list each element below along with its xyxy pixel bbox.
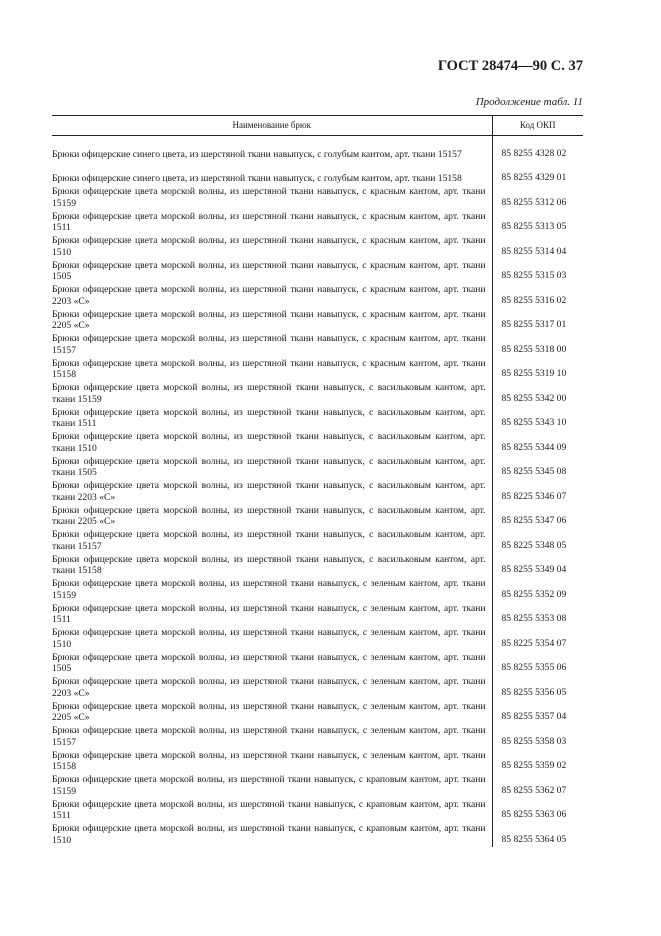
table-row [52, 430, 583, 455]
trousers-name-cell: Брюки офицерские цвета морской волны, из шерстяной ткани навыпуск, с зеленым кантом, арт. ткани 1511 [52, 602, 492, 627]
table-row [52, 308, 583, 333]
okp-code-cell: 85 8255 5358 03 [501, 735, 567, 747]
table-row [52, 234, 583, 259]
okp-code-cell: 85 8255 5319 10 [501, 368, 567, 380]
table-row [52, 822, 583, 847]
trousers-name-cell: Брюки офицерские цвета морской волны, из шерстяной ткани навыпуск, с васильковым кантом, арт. ткани 15159 [52, 381, 492, 406]
okp-code-cell: 85 8255 5317 01 [501, 319, 567, 331]
table-row [52, 357, 583, 382]
trousers-name-cell: Брюки офицерские цвета морской волны, из шерстяной ткани навыпуск, с красным кантом, арт. ткани 15159 [52, 185, 492, 210]
trousers-name-cell: Брюки офицерские цвета морской волны, из шерстяной ткани навыпуск, с зеленым кантом, арт. ткани 15158 [52, 749, 492, 774]
table-row [52, 626, 583, 651]
table-row [52, 577, 583, 602]
table-row [52, 724, 583, 749]
table-row [52, 283, 583, 308]
table-row [52, 161, 583, 186]
trousers-name-cell: Брюки офицерские цвета морской волны, из шерстяной ткани навыпуск, с васильковым кантом, арт. ткани 1510 [52, 430, 492, 455]
okp-code-cell: 85 8255 5353 08 [501, 613, 567, 625]
okp-code-cell: 85 8255 5343 10 [501, 417, 567, 429]
table-row [52, 185, 583, 210]
column-header-code: Код ОКП [492, 116, 583, 136]
trousers-name-cell: Брюки офицерские цвета морской волны, из шерстяной ткани навыпуск, с красным кантом, арт. ткани 2205 «С» [52, 308, 492, 333]
trousers-name-cell: Брюки офицерские синего цвета, из шерстяной ткани навыпуск, с голубым кантом, арт. ткани 15158 [52, 161, 492, 186]
trousers-name-cell: Брюки офицерские цвета морской волны, из шерстяной ткани навыпуск, с зеленым кантом, арт. ткани 15159 [52, 577, 492, 602]
trousers-name-cell: Брюки офицерские цвета морской волны, из шерстяной ткани навыпуск, с зеленым кантом, арт. ткани 15157 [52, 724, 492, 749]
okp-code-cell: 85 8255 5349 04 [501, 564, 567, 576]
trousers-name-cell: Брюки офицерские цвета морской волны, из шерстяной ткани навыпуск, с красным кантом, арт. ткани 1511 [52, 210, 492, 235]
trousers-name-cell: Брюки офицерские цвета морской волны, из шерстяной ткани навыпуск, с краповым кантом, арт. ткани 15159 [52, 773, 492, 798]
okp-code-cell: 85 8255 5315 03 [501, 270, 567, 282]
table-header-row [52, 116, 583, 136]
okp-code-cell: 85 8255 5352 09 [501, 588, 567, 600]
okp-code-cell: 85 8255 5355 06 [501, 662, 567, 674]
table-row [52, 479, 583, 504]
trousers-name-cell: Брюки офицерские цвета морской волны, из шерстяной ткани навыпуск, с васильковым кантом, арт. ткани 1505 [52, 455, 492, 480]
table-row [52, 553, 583, 578]
table-row [52, 798, 583, 823]
table-row [52, 455, 583, 480]
table-row [52, 651, 583, 676]
okp-code-cell: 85 8225 5354 07 [501, 637, 567, 649]
table-row [52, 773, 583, 798]
trousers-name-cell: Брюки офицерские цвета морской волны, из шерстяной ткани навыпуск, с зеленым кантом, арт. ткани 1510 [52, 626, 492, 651]
okp-code-cell: 85 8255 5345 08 [501, 466, 567, 478]
trousers-name-cell: Брюки офицерские цвета морской волны, из шерстяной ткани навыпуск, с зеленым кантом, арт. ткани 2205 «С» [52, 700, 492, 725]
table-caption: Продолжение табл. 11 [475, 96, 583, 108]
table-row [52, 210, 583, 235]
table-body [52, 136, 583, 847]
trousers-name-cell: Брюки офицерские синего цвета, из шерстяной ткани навыпуск, с голубым кантом, арт. ткани 15157 [52, 136, 492, 161]
okp-code-cell: 85 8255 5357 04 [501, 711, 567, 723]
trousers-name-cell: Брюки офицерские цвета морской волны, из шерстяной ткани навыпуск, с красным кантом, арт. ткани 15158 [52, 357, 492, 382]
trousers-name-cell: Брюки офицерские цвета морской волны, из шерстяной ткани навыпуск, с красным кантом, арт. ткани 1510 [52, 234, 492, 259]
table-row [52, 700, 583, 725]
okp-code-cell: 85 8255 5359 02 [501, 760, 567, 772]
okp-code-cell: 85 8255 4328 02 [501, 147, 567, 159]
trousers-name-cell: Брюки офицерские цвета морской волны, из шерстяной ткани навыпуск, с васильковым кантом, арт. ткани 2205 «С» [52, 504, 492, 529]
table-row [52, 602, 583, 627]
okp-code-cell: 85 8255 5342 00 [501, 392, 567, 404]
table-row [52, 406, 583, 431]
trousers-name-cell: Брюки офицерские цвета морской волны, из шерстяной ткани навыпуск, с васильковым кантом, арт. ткани 2203 «С» [52, 479, 492, 504]
okp-code-cell: 85 8255 5316 02 [501, 294, 567, 306]
trousers-name-cell: Брюки офицерские цвета морской волны, из шерстяной ткани навыпуск, с красным кантом, арт. ткани 2203 «С» [52, 283, 492, 308]
table-row [52, 749, 583, 774]
trousers-code-table [52, 115, 583, 847]
okp-code-cell: 85 8255 5356 05 [501, 686, 567, 698]
okp-code-cell: 85 8255 5363 06 [501, 809, 567, 821]
table-row [52, 675, 583, 700]
table-row [52, 504, 583, 529]
okp-code-cell: 85 8255 5364 05 [501, 833, 567, 845]
trousers-name-cell: Брюки офицерские цвета морской волны, из шерстяной ткани навыпуск, с зеленым кантом, арт. ткани 1505 [52, 651, 492, 676]
okp-code-cell: 85 8255 5347 06 [501, 515, 567, 527]
okp-code-cell: 85 8255 5362 07 [501, 784, 567, 796]
trousers-name-cell: Брюки офицерские цвета морской волны, из шерстяной ткани навыпуск, с зеленым кантом, арт. ткани 2203 «С» [52, 675, 492, 700]
trousers-name-cell: Брюки офицерские цвета морской волны, из шерстяной ткани навыпуск, с васильковым кантом, арт. ткани 15158 [52, 553, 492, 578]
table-row [52, 136, 583, 161]
trousers-name-cell: Брюки офицерские цвета морской волны, из шерстяной ткани навыпуск, с красным кантом, арт. ткани 1505 [52, 259, 492, 284]
trousers-name-cell: Брюки офицерские цвета морской волны, из шерстяной ткани навыпуск, с васильковым кантом, арт. ткани 15157 [52, 528, 492, 553]
table-row [52, 528, 583, 553]
trousers-name-cell: Брюки офицерские цвета морской волны, из шерстяной ткани навыпуск, с краповым кантом, арт. ткани 1511 [52, 798, 492, 823]
okp-code-cell: 85 8255 5313 05 [501, 221, 567, 233]
table-row [52, 259, 583, 284]
okp-code-cell: 85 8255 5314 04 [501, 245, 567, 257]
okp-code-cell: 85 8255 4329 01 [501, 172, 567, 184]
column-header-name: Наименование брюк [52, 116, 492, 136]
okp-code-cell: 85 8255 5312 06 [501, 196, 567, 208]
trousers-name-cell: Брюки офицерские цвета морской волны, из шерстяной ткани навыпуск, с васильковым кантом, арт. ткани 1511 [52, 406, 492, 431]
table-row [52, 381, 583, 406]
okp-code-cell: 85 8255 5344 09 [501, 441, 567, 453]
trousers-name-cell: Брюки офицерские цвета морской волны, из шерстяной ткани навыпуск, с красным кантом, арт. ткани 15157 [52, 332, 492, 357]
okp-code-cell: 85 8225 5348 05 [501, 539, 567, 551]
page-header: ГОСТ 28474—90 С. 37 [437, 58, 583, 74]
table-row [52, 332, 583, 357]
okp-code-cell: 85 8255 5318 00 [501, 343, 567, 355]
okp-code-cell: 85 8225 5346 07 [501, 490, 567, 502]
trousers-name-cell: Брюки офицерские цвета морской волны, из шерстяной ткани навыпуск, с краповым кантом, арт. ткани 1510 [52, 822, 492, 847]
